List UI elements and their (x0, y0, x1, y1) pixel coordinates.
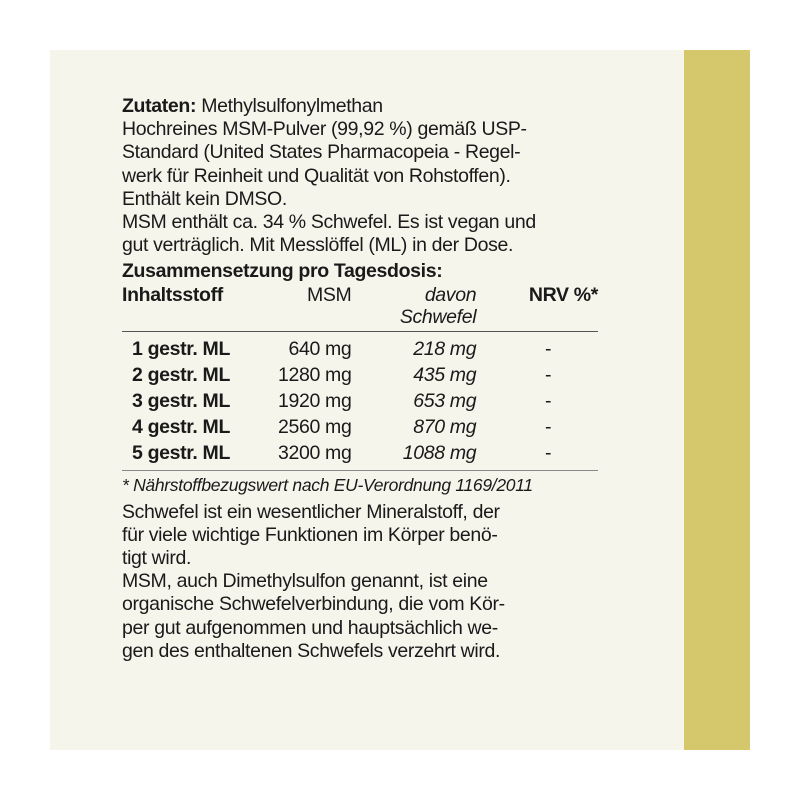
cell-dose: 4 gestr. ML (132, 416, 231, 439)
description-line: organische Schwefelverbindung, die vom Kör- (122, 593, 505, 616)
ingredients-line (122, 95, 612, 118)
composition-table (122, 284, 598, 471)
col-header-msm: MSM (306, 283, 352, 306)
ingredients-text-line: Hochreines MSM-Pulver (99,92 %) gemäß USP- (122, 118, 527, 141)
cell-sulfur: 1088 mg (402, 442, 477, 465)
table-row (122, 331, 598, 362)
col-header-sulfur (351, 284, 476, 332)
table-row (122, 414, 598, 440)
ingredients-value: Methylsulfonylmethan (201, 95, 383, 117)
table-row (122, 388, 598, 414)
description-line: per gut aufgenommen und hauptsächlich we- (122, 616, 498, 639)
description-line: gen des enthaltenen Schwefels verzehrt wird. (122, 639, 501, 662)
description-line: MSM, auch Dimethylsulfon genannt, ist eine (122, 570, 488, 593)
ingredients-text-line: Enthält kein DMSO. (122, 187, 287, 210)
cell-msm: 640 mg (288, 337, 352, 360)
product-info (122, 95, 612, 663)
cell-nrv: - (545, 416, 552, 439)
composition-heading: Zusammensetzung pro Tagesdosis: (122, 260, 443, 283)
cell-sulfur: 870 mg (413, 416, 477, 439)
table-row (122, 362, 598, 388)
cell-dose: 3 gestr. ML (132, 390, 231, 413)
cell-dose: 5 gestr. ML (132, 442, 231, 465)
nrv-footnote: * Nährstoffbezugswert nach EU-Verordnung 1169/2011 (122, 474, 533, 495)
cell-nrv: - (545, 363, 552, 386)
table-row (122, 440, 598, 470)
col-header-sulfur-line2: Schwefel (399, 306, 477, 329)
description-line: für viele wichtige Funktionen im Körper benö- (122, 523, 498, 546)
cell-nrv: - (545, 337, 552, 360)
cell-msm: 3200 mg (278, 442, 352, 465)
ingredients-label: Zutaten: (122, 95, 197, 117)
cell-dose: 1 gestr. ML (132, 337, 231, 360)
description (122, 501, 612, 663)
cell-nrv: - (545, 390, 552, 413)
ingredients-text-line: gut verträglich. Mit Messlöffel (ML) in der Dose. (122, 234, 514, 257)
accent-strip (684, 50, 750, 750)
cell-sulfur: 218 mg (413, 337, 477, 360)
col-header-ingredient: Inhaltsstoff (122, 283, 223, 306)
cell-msm: 1920 mg (278, 390, 352, 413)
cell-msm: 2560 mg (278, 416, 352, 439)
ingredients-text-line: Standard (United States Pharmacopeia - Regel- (122, 141, 521, 164)
cell-sulfur: 653 mg (413, 390, 477, 413)
cell-nrv: - (545, 442, 552, 465)
ingredients-text-line: MSM enthält ca. 34 % Schwefel. Es ist vegan und (122, 211, 536, 234)
description-line: Schwefel ist ein wesentlicher Mineralstoff, der (122, 500, 500, 523)
description-line: tigt wird. (122, 547, 192, 570)
cell-msm: 1280 mg (278, 363, 352, 386)
col-header-sulfur-line1: davon (424, 283, 477, 306)
col-header-nrv: NRV %* (528, 283, 598, 306)
ingredients-text-line: werk für Reinheit und Qualität von Rohstoffen). (122, 164, 511, 187)
cell-sulfur: 435 mg (413, 363, 477, 386)
cell-dose: 2 gestr. ML (132, 363, 231, 386)
table-header-row (122, 284, 598, 332)
